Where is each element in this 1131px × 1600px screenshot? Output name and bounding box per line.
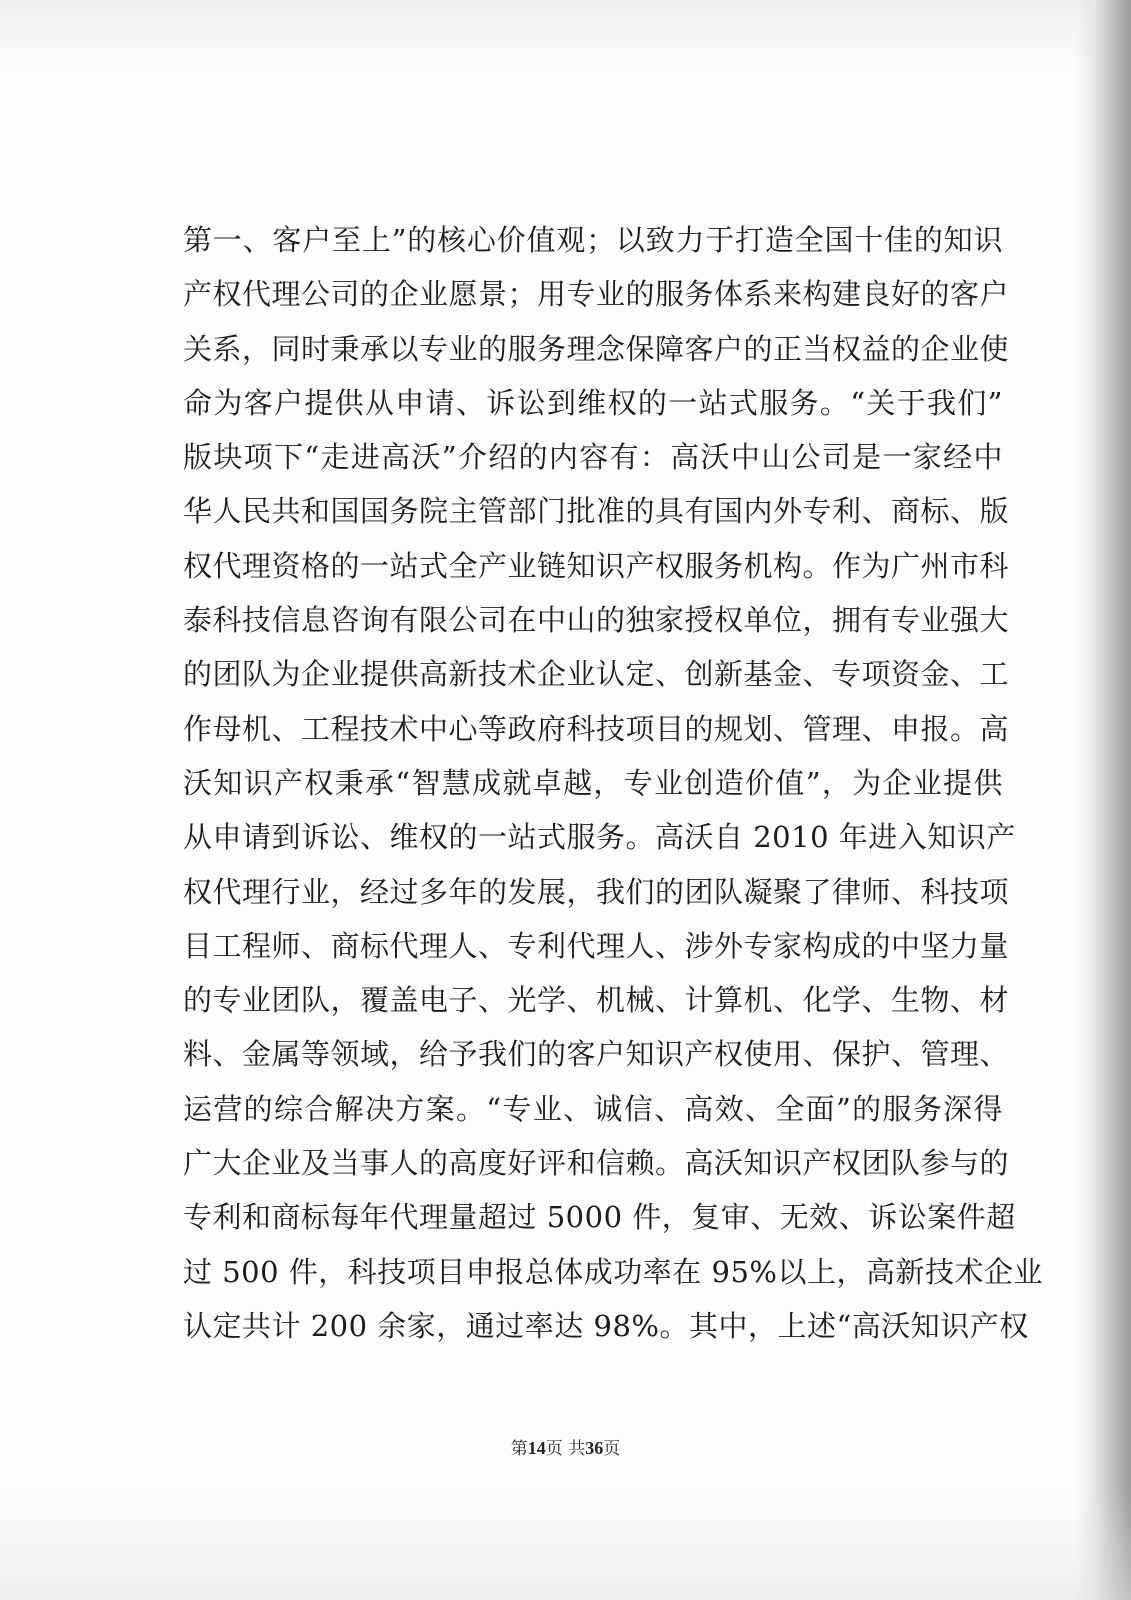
footer-prefix: 第 xyxy=(510,1439,528,1459)
text-line: 泰科技信息咨询有限公司在中山的独家授权单位，拥有专业强大 xyxy=(183,603,1010,638)
footer-middle: 页 共 xyxy=(545,1439,586,1459)
text-line: 认定共计 200 余家，通过率达 98%。其中，上述“高沃知识产权 xyxy=(183,1308,1029,1343)
text-line: 料、金属等领域，给予我们的客户知识产权使用、保护、管理、 xyxy=(183,1037,1010,1072)
footer-suffix: 页 xyxy=(603,1439,621,1459)
text-line: 的专业团队，覆盖电子、光学、机械、计算机、化学、生物、材 xyxy=(183,983,1010,1018)
text-line: 版块项下“走进高沃”介绍的内容有：高沃中山公司是一家经中 xyxy=(183,440,1003,475)
scan-edge-shadow xyxy=(1076,0,1131,1600)
text-line: 目工程师、商标代理人、专利代理人、涉外专家构成的中坚力量 xyxy=(183,928,1010,963)
text-line: 的团队为企业提供高新技术企业认定、创新基金、专项资金、工 xyxy=(183,657,1010,692)
body-text xyxy=(183,213,1043,1353)
text-line: 产权代理公司的企业愿景；用专业的服务体系来构建良好的客户 xyxy=(183,277,1010,312)
text-line: 过 500 件，科技项目申报总体成功率在 95%以上，高新技术企业 xyxy=(183,1254,1043,1289)
total-page-number: 36 xyxy=(585,1438,604,1458)
text-line: 专利和商标每年代理量超过 5000 件，复审、无效、诉讼案件超 xyxy=(183,1200,1016,1235)
text-line: 命为客户提供从申请、诉讼到维权的一站式服务。“关于我们” xyxy=(183,385,1003,420)
scan-bottom-shading xyxy=(0,1490,1131,1600)
current-page-number: 14 xyxy=(527,1438,546,1458)
text-line: 作母机、工程技术中心等政府科技项目的规划、管理、申报。高 xyxy=(183,711,1010,746)
text-line: 第一、客户至上”的核心价值观；以致力于打造全国十佳的知识 xyxy=(183,223,1003,257)
scan-top-shading xyxy=(0,0,1131,70)
text-line: 权代理行业，经过多年的发展，我们的团队凝聚了律师、科技项 xyxy=(183,874,1010,909)
text-line: 沃知识产权秉承“智慧成就卓越，专业创造价值”，为企业提供 xyxy=(183,765,1003,800)
text-line: 关系，同时秉承以专业的服务理念保障客户的正当权益的企业使 xyxy=(183,331,1010,366)
text-line: 华人民共和国国务院主管部门批准的具有国内外专利、商标、版 xyxy=(183,494,1010,529)
text-line: 运营的综合解决方案。“专业、诚信、高效、全面”的服务深得 xyxy=(183,1091,1003,1126)
page-footer xyxy=(0,1434,1131,1459)
text-line: 广大企业及当事人的高度好评和信赖。高沃知识产权团队参与的 xyxy=(183,1146,1010,1181)
text-line: 权代理资格的一站式全产业链知识产权服务机构。作为广州市科 xyxy=(183,548,1010,583)
text-line: 从申请到诉讼、维权的一站式服务。高沃自 2010 年进入知识产 xyxy=(183,820,1016,855)
